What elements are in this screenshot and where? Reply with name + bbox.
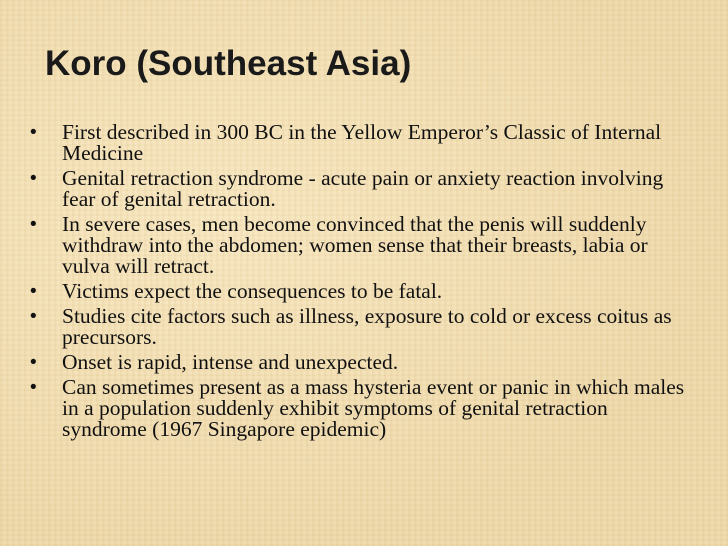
bullet-icon: • bbox=[30, 377, 37, 398]
bullet-icon: • bbox=[30, 352, 37, 373]
bullet-text: First described in 300 BC in the Yellow Emperor’s Classic of Internal Medicine bbox=[62, 120, 662, 165]
bullet-text: Studies cite factors such as illness, exposure to cold or excess coitus as precursors. bbox=[62, 304, 672, 349]
bullet-item bbox=[26, 214, 696, 277]
bullet-icon: • bbox=[30, 168, 37, 189]
bullet-text: Victims expect the consequences to be fatal. bbox=[62, 279, 443, 303]
bullet-icon: • bbox=[30, 214, 37, 235]
bullet-item bbox=[26, 377, 696, 440]
bullet-text: Can sometimes present as a mass hysteria event or panic in which males in a population suddenly exhibit symptoms of genital retraction syndrome (1967 Singapore epidemic) bbox=[62, 375, 685, 441]
bullet-text: Genital retraction syndrome - acute pain or anxiety reaction involving fear of genital retraction. bbox=[62, 166, 664, 211]
bullet-list bbox=[26, 122, 696, 444]
bullet-item bbox=[26, 281, 696, 302]
bullet-icon: • bbox=[30, 306, 37, 327]
bullet-icon: • bbox=[30, 122, 37, 143]
bullet-icon: • bbox=[30, 281, 37, 302]
slide-title: Koro (Southeast Asia) bbox=[45, 44, 412, 83]
bullet-item bbox=[26, 122, 696, 164]
bullet-item bbox=[26, 352, 696, 373]
bullet-item bbox=[26, 168, 696, 210]
bullet-text: In severe cases, men become convinced that the penis will suddenly withdraw into the abdomen; women sense that their breasts, labia or vulva will retract. bbox=[62, 212, 648, 278]
bullet-text: Onset is rapid, intense and unexpected. bbox=[62, 350, 399, 374]
bullet-item bbox=[26, 306, 696, 348]
